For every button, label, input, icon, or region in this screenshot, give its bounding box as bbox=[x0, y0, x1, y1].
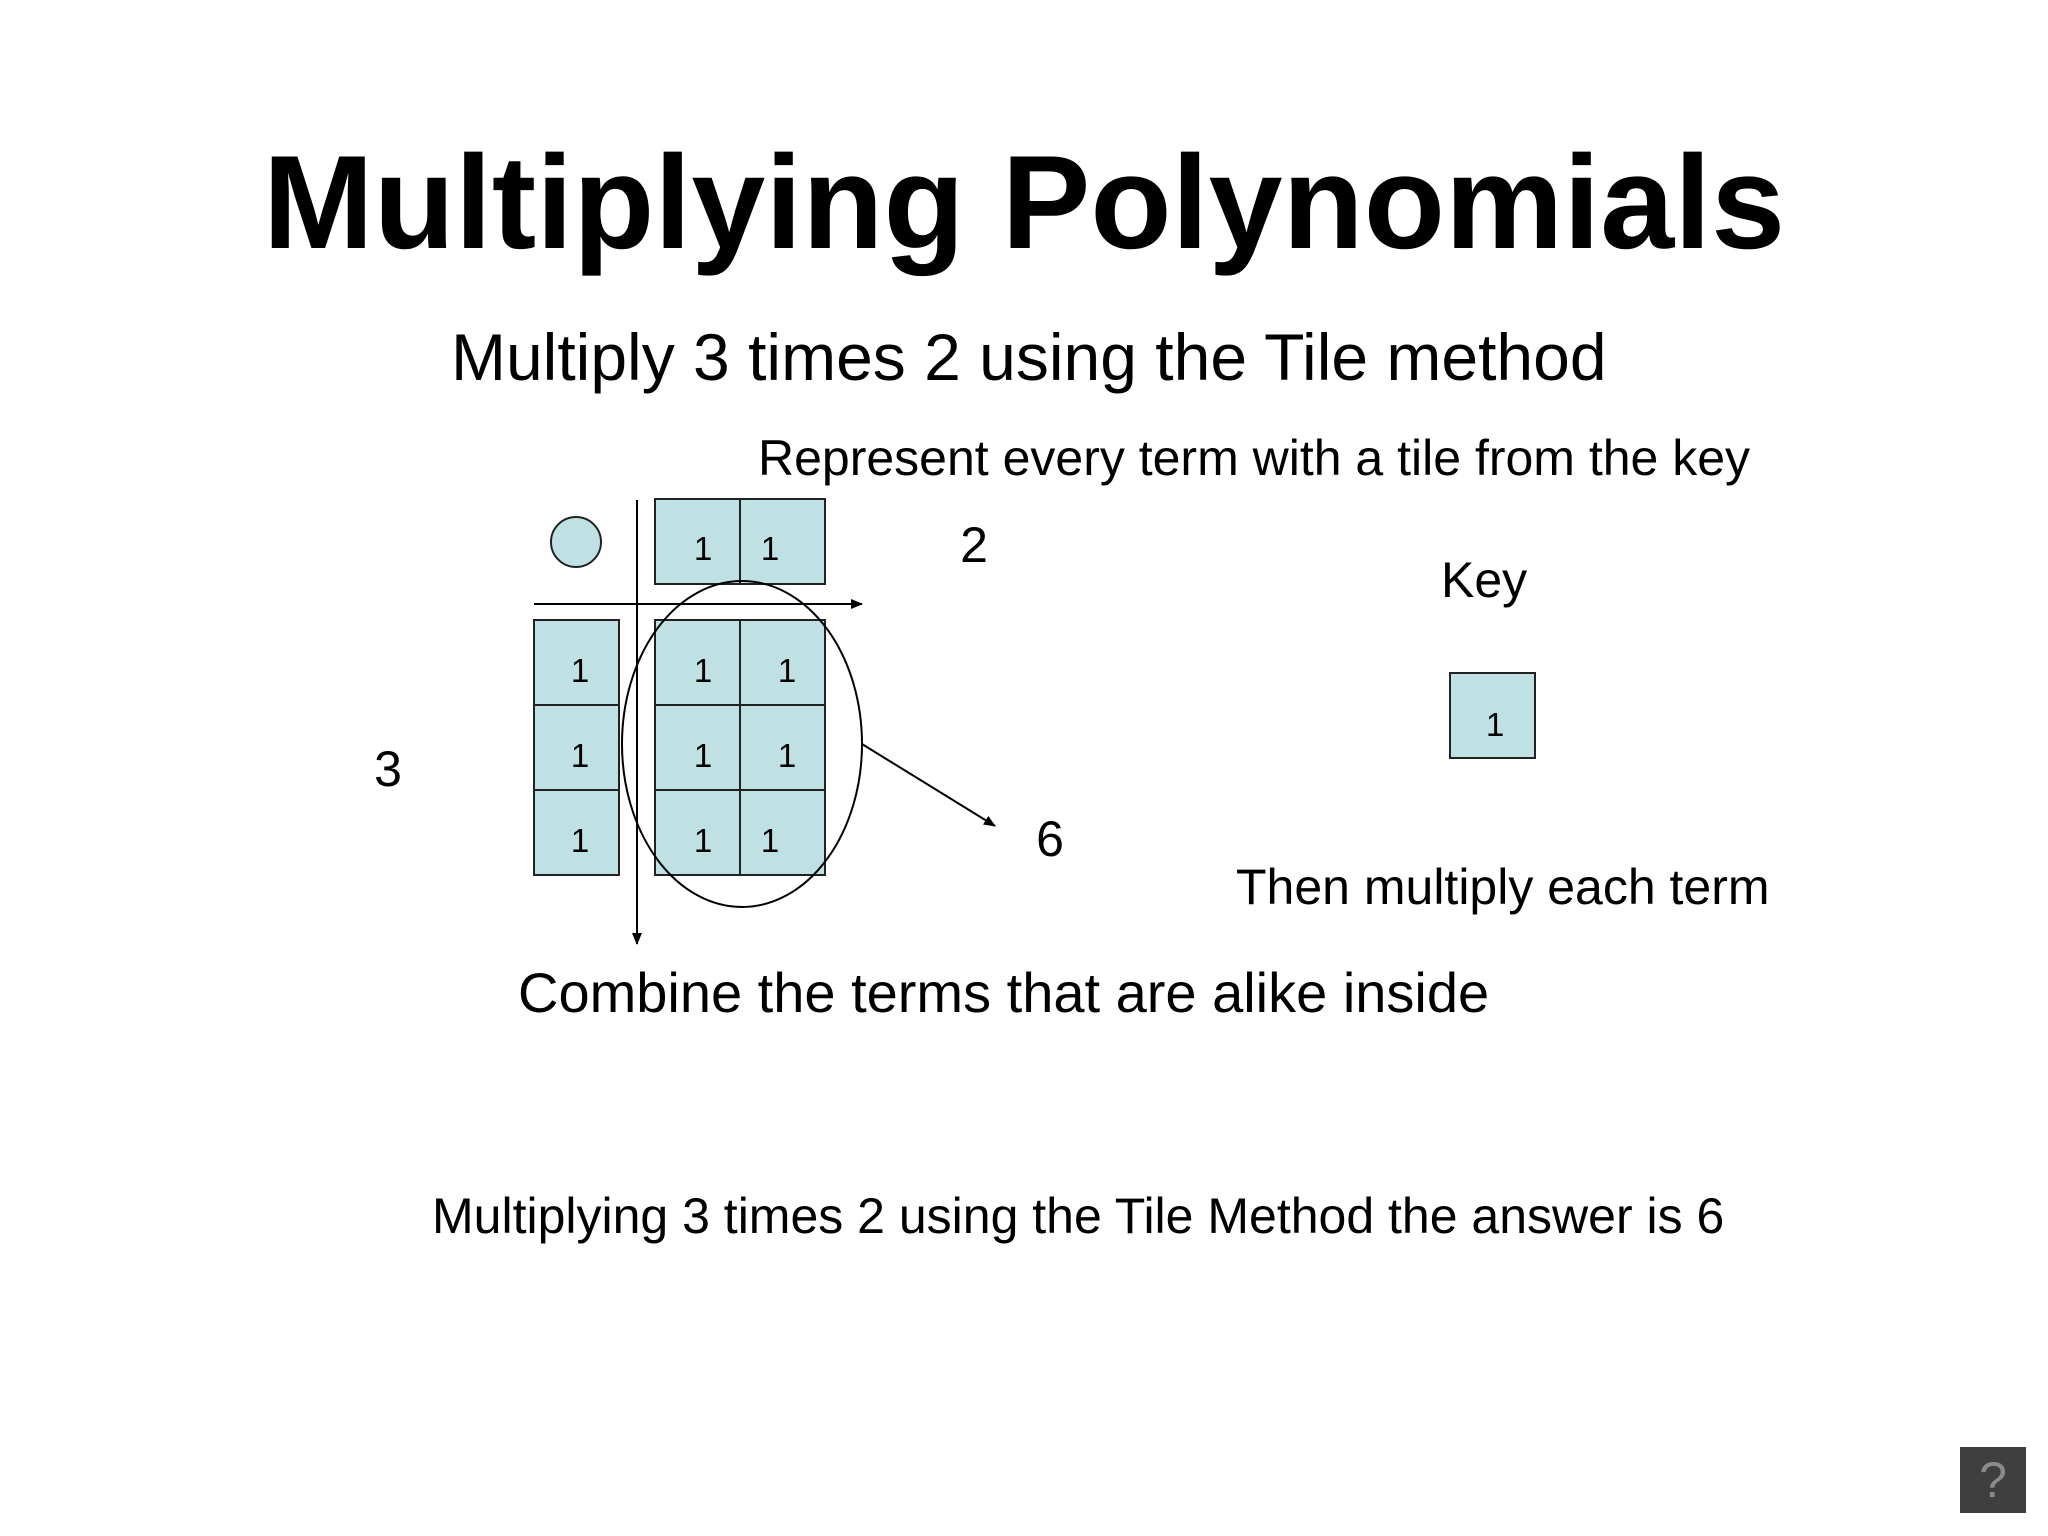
tile-value: 1 bbox=[693, 822, 713, 859]
tile-value: 1 bbox=[570, 822, 590, 859]
left-factor-tiles bbox=[534, 620, 619, 875]
tile-value: 1 bbox=[693, 530, 713, 567]
factor-left-label: 3 bbox=[374, 741, 402, 797]
slide-title: Multiplying Polynomials bbox=[262, 129, 1786, 277]
tile-value: 1 bbox=[777, 652, 797, 689]
tile-value: 1 bbox=[570, 652, 590, 689]
product-label: 6 bbox=[1036, 811, 1064, 867]
origin-circle-icon bbox=[551, 517, 601, 567]
key-tile bbox=[1450, 673, 1535, 758]
factor-top-label: 2 bbox=[960, 517, 988, 573]
tile-value: 1 bbox=[693, 737, 713, 774]
product-tile bbox=[740, 790, 825, 875]
help-button[interactable]: ? bbox=[1960, 1447, 2026, 1513]
top-factor-tiles bbox=[655, 499, 825, 584]
represent-instruction: Represent every term with a tile from the key bbox=[758, 430, 1751, 486]
multiply-instruction: Then multiply each term bbox=[1236, 859, 1770, 915]
tile-value: 1 bbox=[760, 822, 780, 859]
key-label: Key bbox=[1441, 552, 1528, 608]
conclusion-text: Multiplying 3 times 2 using the Tile Method the answer is 6 bbox=[432, 1188, 1725, 1244]
slide-subtitle: Multiply 3 times 2 using the Tile method bbox=[451, 320, 1607, 394]
tile-value: 1 bbox=[777, 737, 797, 774]
tile-value: 1 bbox=[1485, 706, 1505, 743]
tile-value: 1 bbox=[760, 530, 780, 567]
product-tile-grid bbox=[655, 620, 825, 875]
combine-instruction: Combine the terms that are alike inside bbox=[518, 961, 1490, 1024]
top-tile bbox=[740, 499, 825, 584]
tile-value: 1 bbox=[570, 737, 590, 774]
product-arrow bbox=[862, 744, 995, 826]
tile-value: 1 bbox=[693, 652, 713, 689]
